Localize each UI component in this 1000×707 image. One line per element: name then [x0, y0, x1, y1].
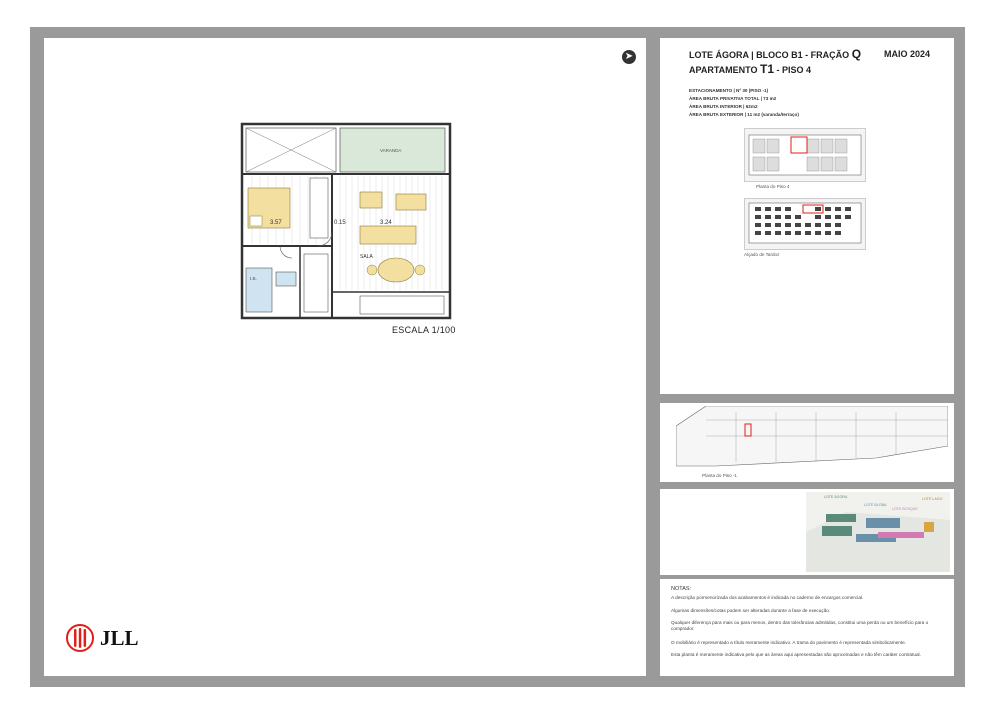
floor-plan-caption: Planta do Piso 4	[756, 184, 790, 189]
drawing-scale: ESCALA 1/100	[392, 325, 456, 335]
apartment-floor-plan	[240, 122, 452, 320]
wall-dimension: 0.15	[334, 220, 346, 226]
document-date: MAIO 2024	[884, 49, 931, 59]
note-item: Esta planta é meramente indicativa pelo que as áreas aqui apresentadas são aproximadas e não têm caráter contratual.	[671, 652, 921, 657]
north-arrow-icon: ➤	[622, 50, 636, 64]
note-item: A descrição pormenorizada dos acabamentos é indicada no caderno de encargos comercial.	[671, 595, 864, 600]
note-item: O mobiliário é representado a título meramente indicativo. A trama do pavimento é representada simbolicamente.	[671, 640, 907, 645]
aerial-label-lago: LOTE LAGO	[922, 497, 943, 501]
terrace-label: VARANDA	[380, 148, 402, 153]
living-room-label: SALA	[360, 254, 373, 260]
note-item: Algumas dimensões/cotas podem ser alteradas durante a fase de execução.	[671, 608, 831, 613]
fraction-letter: Q	[851, 47, 862, 61]
aerial-label-bosque: LOTE BOSQUE	[892, 507, 918, 511]
note-item: Qualquer diferença para mais ou para menos, dentro das tolerâncias admitidas, constitui uma perda ou um benefício para o comprador.	[671, 620, 929, 631]
bathroom-label: I.S.	[250, 276, 257, 281]
aerial-label-bloba: LOTE BLOBA	[864, 503, 887, 507]
project-title: LOTE ÁGORA | BLOCO B1 - FRAÇÃO Q	[689, 47, 862, 61]
spec-total-area: ÁREA BRUTA PRIVATIVA TOTAL | 73 m2	[689, 96, 777, 101]
apartment-title: APARTAMENTO T1 - PISO 4	[689, 62, 812, 76]
living-dimension: 3.24	[380, 220, 392, 226]
key-floor-plan	[744, 128, 866, 182]
aerial-label-agora: LOTE ÁGORA	[824, 495, 848, 499]
notes-title: NOTAS:	[671, 586, 692, 592]
jll-logo	[66, 624, 139, 652]
spec-interior-area: ÁREA BRUTA INTERIOR | 62m2	[689, 104, 758, 109]
basement-plan	[676, 406, 948, 470]
typology: T1	[760, 62, 775, 76]
elevation-caption: Alçado de Tardoz	[744, 252, 780, 257]
bedroom-dimension: 3.57	[270, 220, 282, 226]
aerial-view-image	[806, 492, 950, 572]
spec-exterior-area: ÁREA BRUTA EXTERIOR | 11 m2 (varanda/terraço)	[689, 112, 799, 117]
jll-logo-text: JLL	[100, 625, 139, 650]
jll-logo-icon	[66, 624, 94, 652]
basement-caption: Planta do Piso -1	[702, 473, 737, 478]
spec-parking: ESTACIONAMENTO | Nº 30 (PISO -1)	[689, 88, 769, 93]
elevation-drawing	[744, 198, 866, 250]
